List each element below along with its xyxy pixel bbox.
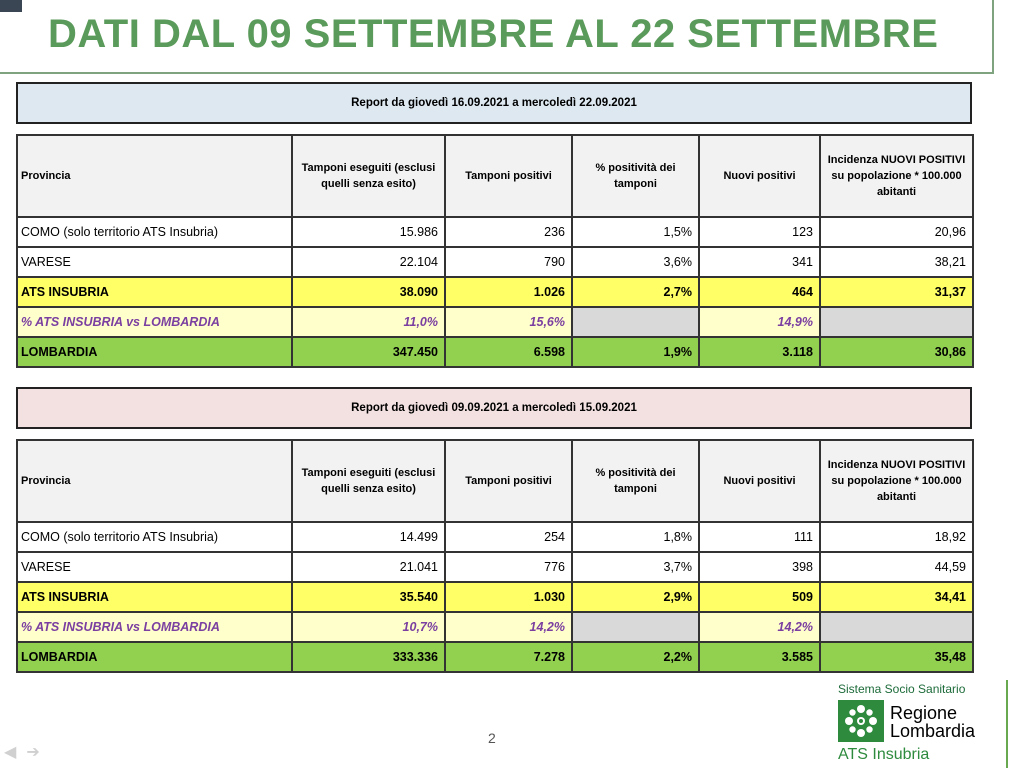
cell-tamponi-positivi: 7.278	[445, 642, 572, 672]
cell-nuovi-positivi: 123	[699, 217, 820, 247]
cell-provincia: VARESE	[17, 552, 292, 582]
cell-tamponi-positivi: 14,2%	[445, 612, 572, 642]
table-row-ats-vs-lombardia	[17, 612, 973, 642]
cell-tamponi-eseguiti: 347.450	[292, 337, 445, 367]
cell-tamponi-eseguiti: 35.540	[292, 582, 445, 612]
cell-provincia: LOMBARDIA	[17, 337, 292, 367]
cell-tamponi-positivi: 776	[445, 552, 572, 582]
table-header-row	[17, 135, 973, 217]
cell-nuovi-positivi: 509	[699, 582, 820, 612]
table-row-como	[17, 217, 973, 247]
cell-nuovi-positivi: 14,9%	[699, 307, 820, 337]
cell-incidenza: 30,86	[820, 337, 973, 367]
cell-tamponi-positivi: 236	[445, 217, 572, 247]
table-header-row	[17, 440, 973, 522]
cell-tamponi-positivi: 254	[445, 522, 572, 552]
table-row-ats-vs-lombardia	[17, 307, 973, 337]
cell-tamponi-eseguiti: 14.499	[292, 522, 445, 552]
arrow-left-icon[interactable]: ◀	[4, 744, 17, 761]
column-header-tamponi-eseguiti: Tamponi eseguiti (esclusi quelli senza esito)	[292, 135, 445, 217]
cell-provincia: ATS INSUBRIA	[17, 582, 292, 612]
column-header-positivita: % positività dei tamponi	[572, 440, 699, 522]
cell-tamponi-eseguiti: 15.986	[292, 217, 445, 247]
cell-provincia: LOMBARDIA	[17, 642, 292, 672]
cell-incidenza: 20,96	[820, 217, 973, 247]
table-row-varese	[17, 247, 973, 277]
cell-positivita: 1,8%	[572, 522, 699, 552]
cell-incidenza: 31,37	[820, 277, 973, 307]
cell-tamponi-eseguiti: 333.336	[292, 642, 445, 672]
lombardy-rose-icon	[838, 700, 884, 742]
cell-provincia: VARESE	[17, 247, 292, 277]
cell-tamponi-positivi: 6.598	[445, 337, 572, 367]
page-number: 2	[488, 730, 496, 746]
cell-nuovi-positivi: 341	[699, 247, 820, 277]
cell-tamponi-positivi: 1.026	[445, 277, 572, 307]
cell-incidenza: 34,41	[820, 582, 973, 612]
cell-incidenza: 35,48	[820, 642, 973, 672]
cell-nuovi-positivi: 14,2%	[699, 612, 820, 642]
cell-positivita: 2,2%	[572, 642, 699, 672]
cell-tamponi-eseguiti: 38.090	[292, 277, 445, 307]
table-row-ats-insubria	[17, 277, 973, 307]
arrow-right-icon[interactable]: ➔	[26, 744, 40, 761]
column-header-positivita: % positività dei tamponi	[572, 135, 699, 217]
cell-tamponi-positivi: 790	[445, 247, 572, 277]
table-row-ats-insubria	[17, 582, 973, 612]
cell-provincia: % ATS INSUBRIA vs LOMBARDIA	[17, 612, 292, 642]
column-header-provincia: Provincia	[17, 440, 292, 522]
cell-tamponi-positivi: 1.030	[445, 582, 572, 612]
title-banner	[0, 0, 994, 74]
cell-nuovi-positivi: 398	[699, 552, 820, 582]
logo-top-text: Sistema Socio Sanitario	[838, 682, 966, 696]
cell-nuovi-positivi: 3.585	[699, 642, 820, 672]
cell-provincia: COMO (solo territorio ATS Insubria)	[17, 522, 292, 552]
slide-nav[interactable]	[4, 742, 40, 762]
cell-incidenza: 44,59	[820, 552, 973, 582]
column-header-tamponi-positivi: Tamponi positivi	[445, 440, 572, 522]
cell-tamponi-eseguiti: 11,0%	[292, 307, 445, 337]
cell-provincia: % ATS INSUBRIA vs LOMBARDIA	[17, 307, 292, 337]
cell-positivita-empty	[572, 612, 699, 642]
table-row-lombardia	[17, 642, 973, 672]
cell-incidenza-empty	[820, 612, 973, 642]
cell-provincia: COMO (solo territorio ATS Insubria)	[17, 217, 292, 247]
table-row-varese	[17, 552, 973, 582]
cell-provincia: ATS INSUBRIA	[17, 277, 292, 307]
column-header-provincia: Provincia	[17, 135, 292, 217]
column-header-tamponi-eseguiti: Tamponi eseguiti (esclusi quelli senza esito)	[292, 440, 445, 522]
cell-tamponi-positivi: 15,6%	[445, 307, 572, 337]
cell-incidenza-empty	[820, 307, 973, 337]
cell-positivita: 3,7%	[572, 552, 699, 582]
cell-positivita: 2,9%	[572, 582, 699, 612]
report-header-1: Report da giovedì 16.09.2021 a mercoledì 22.09.2021	[16, 82, 972, 124]
cell-positivita: 3,6%	[572, 247, 699, 277]
table-row-lombardia	[17, 337, 973, 367]
table-row-como	[17, 522, 973, 552]
report-table-2	[16, 439, 974, 673]
cell-incidenza: 18,92	[820, 522, 973, 552]
logo-name-line2: Lombardia	[890, 721, 976, 741]
cell-tamponi-eseguiti: 21.041	[292, 552, 445, 582]
column-header-nuovi-positivi: Nuovi positivi	[699, 440, 820, 522]
logo-name-line1: Regione	[890, 703, 958, 723]
cell-tamponi-eseguiti: 10,7%	[292, 612, 445, 642]
column-header-incidenza: Incidenza NUOVI POSITIVI su popolazione * 100.000 abitanti	[820, 440, 973, 522]
column-header-nuovi-positivi: Nuovi positivi	[699, 135, 820, 217]
column-header-incidenza: Incidenza NUOVI POSITIVI su popolazione * 100.000 abitanti	[820, 135, 973, 217]
cell-positivita: 1,9%	[572, 337, 699, 367]
cell-tamponi-eseguiti: 22.104	[292, 247, 445, 277]
cell-nuovi-positivi: 111	[699, 522, 820, 552]
cell-positivita-empty	[572, 307, 699, 337]
column-header-tamponi-positivi: Tamponi positivi	[445, 135, 572, 217]
cell-positivita: 1,5%	[572, 217, 699, 247]
logo-bottom-text: ATS Insubria	[838, 746, 930, 763]
cell-nuovi-positivi: 464	[699, 277, 820, 307]
cell-nuovi-positivi: 3.118	[699, 337, 820, 367]
logo	[830, 680, 1010, 768]
logo-divider	[1006, 680, 1008, 768]
cell-incidenza: 38,21	[820, 247, 973, 277]
report-header-2: Report da giovedì 09.09.2021 a mercoledì 15.09.2021	[16, 387, 972, 429]
cell-positivita: 2,7%	[572, 277, 699, 307]
report-table-1	[16, 134, 974, 368]
slide-title: DATI DAL 09 SETTEMBRE AL 22 SETTEMBRE	[48, 12, 939, 56]
